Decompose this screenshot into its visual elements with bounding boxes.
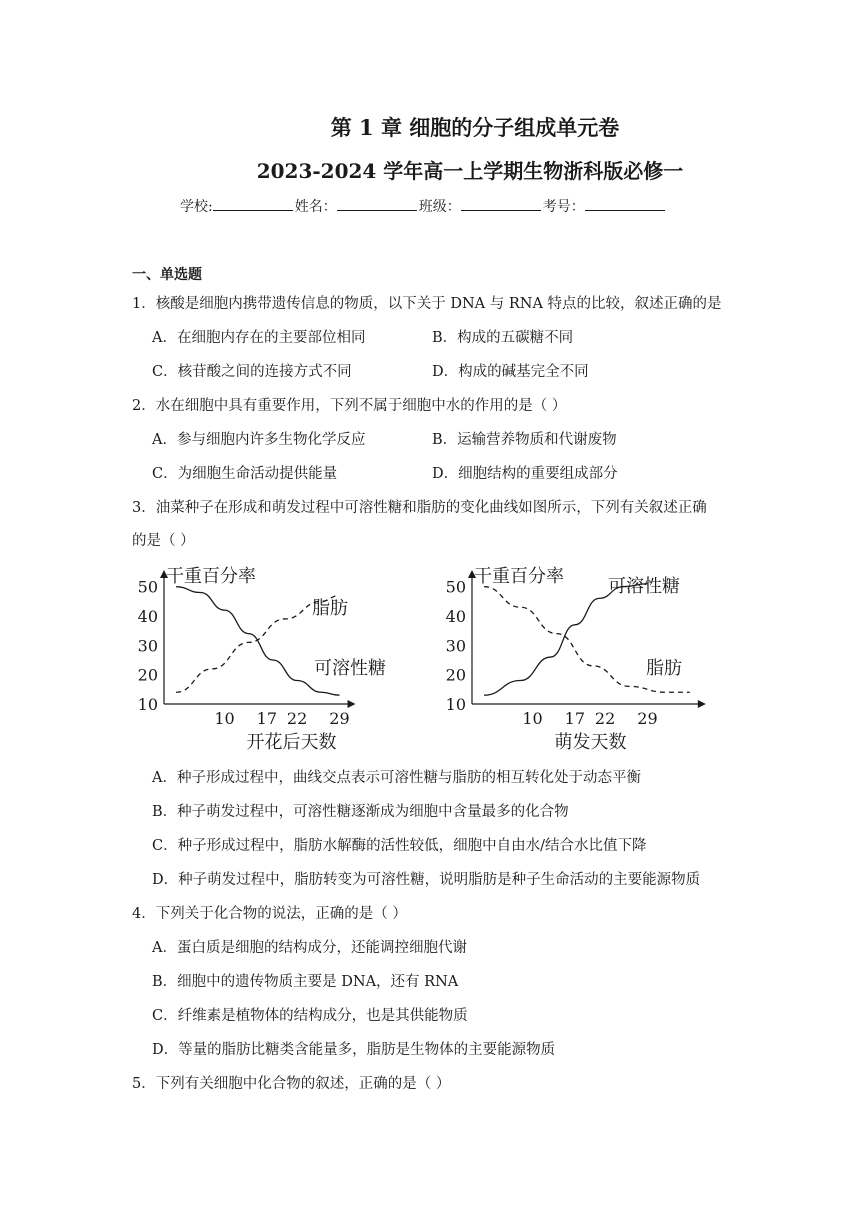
x-tick-label: 17 <box>564 709 586 728</box>
section-title: 一、单选题 <box>132 267 202 283</box>
x-tick-label: 10 <box>214 709 235 728</box>
document-title: 第 1 章 细胞的分子组成单元卷 <box>330 115 620 140</box>
y-tick-label: 50 <box>137 577 158 597</box>
question-3-option-c[interactable]: C．种子形成过程中，脂肪水解酶的活性较低，细胞中自由水/结合水比值下降 <box>152 838 647 854</box>
y-tick-label: 30 <box>137 636 158 656</box>
exam-number-blank[interactable] <box>585 196 665 211</box>
y-axis-label: 干重百分率 <box>474 566 564 587</box>
y-tick-label: 20 <box>445 665 466 685</box>
question-4-stem: 4．下列关于化合物的说法，正确的是（ ） <box>132 906 407 922</box>
series-label: 脂肪 <box>312 598 348 619</box>
y-axis-label: 干重百分率 <box>166 566 256 587</box>
question-1-option-a[interactable]: A．在细胞内存在的主要部位相同 <box>152 330 366 346</box>
series-line-soluble-sugar <box>484 584 647 695</box>
chart-seed-germination-svg <box>440 562 730 752</box>
name-blank[interactable] <box>337 196 417 211</box>
question-2-option-a[interactable]: A．参与细胞内许多生物化学反应 <box>152 432 366 448</box>
question-3-option-a[interactable]: A．种子形成过程中，曲线交点表示可溶性糖与脂肪的相互转化处于动态平衡 <box>152 770 641 786</box>
x-axis-arrow-icon <box>698 700 706 708</box>
chart-seed-formation <box>132 562 422 756</box>
question-4-option-a[interactable]: A．蛋白质是细胞的结构成分，还能调控细胞代谢 <box>152 940 467 956</box>
series-label: 脂肪 <box>646 658 682 679</box>
question-3-stem-continued: 的是（ ） <box>132 533 195 549</box>
y-tick-label: 10 <box>137 695 158 714</box>
x-tick-label: 22 <box>286 709 308 728</box>
y-tick-label: 20 <box>137 665 158 685</box>
x-tick-label: 17 <box>256 709 278 728</box>
question-3-option-b[interactable]: B．种子萌发过程中，可溶性糖逐渐成为细胞中含量最多的化合物 <box>152 804 569 820</box>
question-3-option-d[interactable]: D．种子萌发过程中，脂肪转变为可溶性糖，说明脂肪是种子生命活动的主要能源物质 <box>152 872 701 888</box>
question-2-stem: 2．水在细胞中具有重要作用，下列不属于细胞中水的作用的是（ ） <box>132 398 567 414</box>
x-tick-label: 10 <box>522 709 543 728</box>
x-tick-label: 22 <box>594 709 616 728</box>
y-tick-label: 10 <box>445 695 466 714</box>
name-label: 姓名： <box>294 199 337 215</box>
y-tick-label: 30 <box>445 636 466 656</box>
question-4-option-d[interactable]: D．等量的脂肪比糖类含能量多，脂肪是生物体的主要能源物质 <box>152 1042 556 1058</box>
chart-seed-formation-svg <box>132 562 422 752</box>
question-4-option-b[interactable]: B．细胞中的遗传物质主要是 DNA，还有 RNA <box>152 974 459 990</box>
x-tick-label: 29 <box>329 709 350 728</box>
school-label: 学校: <box>180 199 213 215</box>
y-tick-label: 50 <box>445 577 466 597</box>
document-subtitle: 2023-2024 学年高一上学期生物浙科版必修一 <box>256 159 684 183</box>
x-tick-label: 29 <box>637 709 658 728</box>
question-2-option-b[interactable]: B．运输营养物质和代谢废物 <box>432 432 617 448</box>
school-blank[interactable] <box>213 196 293 211</box>
series-label: 可溶性糖 <box>314 658 386 679</box>
student-info-line <box>180 196 667 216</box>
y-tick-label: 40 <box>445 607 466 626</box>
question-3-stem: 3．油菜种子在形成和萌发过程中可溶性糖和脂肪的变化曲线如图所示，下列有关叙述正确 <box>132 500 707 516</box>
x-axis-label: 萌发天数 <box>554 732 627 752</box>
class-label: 班级： <box>418 199 461 215</box>
y-tick-label: 40 <box>137 607 158 626</box>
question-1-option-d[interactable]: D．构成的碱基完全不同 <box>432 364 589 380</box>
class-blank[interactable] <box>461 196 541 211</box>
question-1-option-b[interactable]: B．构成的五碳糖不同 <box>432 330 574 346</box>
question-1-option-c[interactable]: C．核苷酸之间的连接方式不同 <box>152 364 352 380</box>
x-axis-arrow-icon <box>348 700 356 708</box>
question-2-option-c[interactable]: C．为细胞生命活动提供能量 <box>152 466 338 482</box>
series-label: 可溶性糖 <box>608 576 680 597</box>
question-5-stem: 5．下列有关细胞中化合物的叙述，正确的是（ ） <box>132 1076 451 1092</box>
question-4-option-c[interactable]: C．纤维素是植物体的结构成分，也是其供能物质 <box>152 1008 468 1024</box>
x-axis-label: 开花后天数 <box>246 732 337 752</box>
question-2-option-d[interactable]: D．细胞结构的重要组成部分 <box>432 466 618 482</box>
chart-seed-germination <box>440 562 730 756</box>
exam-number-label: 考号： <box>542 199 585 215</box>
question-1-stem: 1．核酸是细胞内携带遗传信息的物质，以下关于 DNA 与 RNA 特点的比较，叙述正确的是 <box>132 296 722 312</box>
